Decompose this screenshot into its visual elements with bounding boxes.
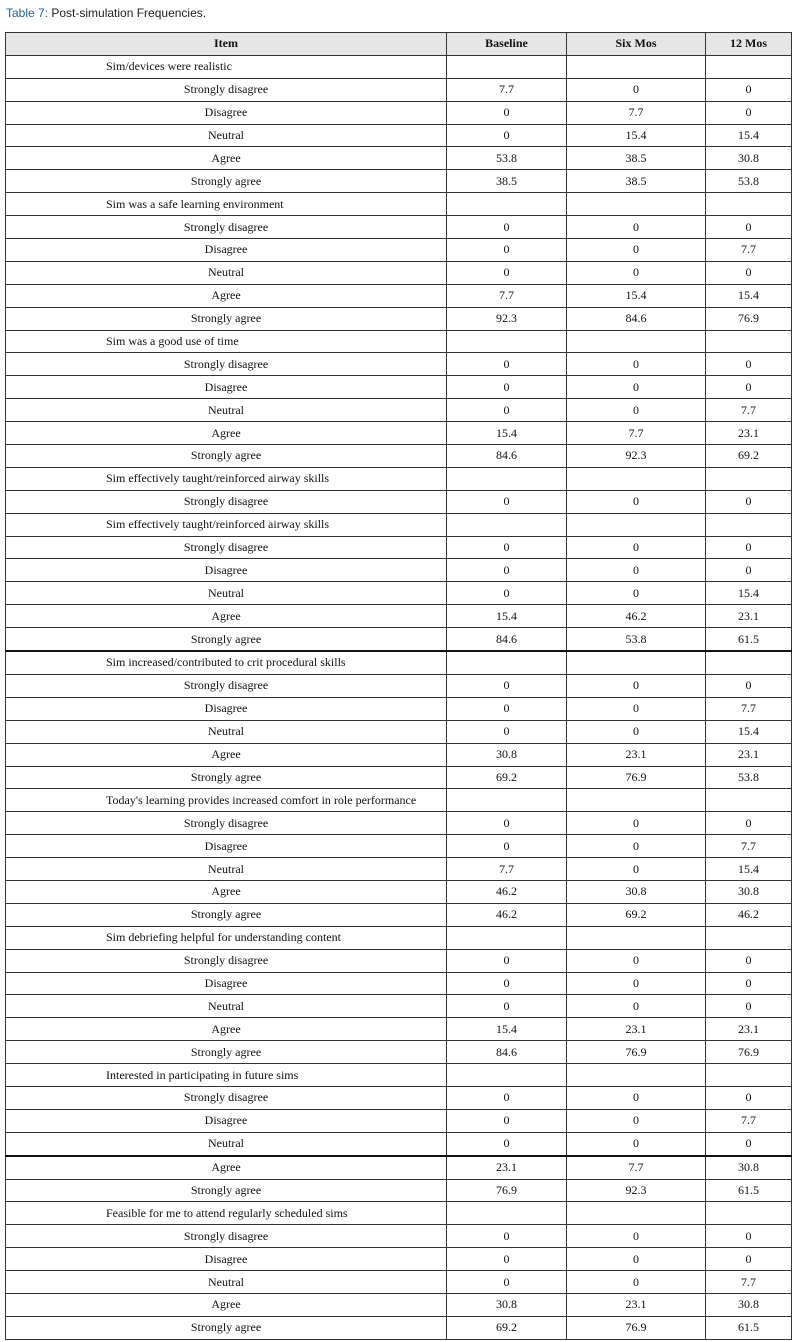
response-row <box>6 1109 792 1132</box>
baseline-value: 7.7 <box>447 78 567 101</box>
six-mos-value: 76.9 <box>567 766 706 789</box>
12-mos-value: 46.2 <box>706 903 792 926</box>
frequencies-table <box>5 32 792 1340</box>
response-label: Disagree <box>6 972 447 995</box>
six-mos-value: 0 <box>567 697 706 720</box>
baseline-value: 84.6 <box>447 1041 567 1064</box>
baseline-value: 53.8 <box>447 147 567 170</box>
question-row <box>6 1064 792 1087</box>
baseline-value: 0 <box>447 124 567 147</box>
response-row <box>6 216 792 239</box>
12-mos-value: 0 <box>706 101 792 124</box>
six-mos-value: 0 <box>567 1132 706 1155</box>
response-label: Strongly agree <box>6 766 447 789</box>
response-label: Neutral <box>6 261 447 284</box>
baseline-value: 15.4 <box>447 1018 567 1041</box>
response-label: Strongly agree <box>6 1179 447 1202</box>
response-label: Strongly disagree <box>6 78 447 101</box>
response-label: Neutral <box>6 399 447 422</box>
response-row <box>6 124 792 147</box>
six-mos-value: 92.3 <box>567 1179 706 1202</box>
question-row <box>6 193 792 216</box>
response-label: Strongly agree <box>6 903 447 926</box>
six-mos-value: 0 <box>567 216 706 239</box>
12-mos-value: 0 <box>706 353 792 376</box>
response-row <box>6 78 792 101</box>
empty-cell <box>567 1064 706 1087</box>
response-row <box>6 1248 792 1271</box>
six-mos-value: 0 <box>567 1271 706 1294</box>
response-row <box>6 1041 792 1064</box>
response-row <box>6 490 792 513</box>
baseline-value: 0 <box>447 582 567 605</box>
six-mos-value: 0 <box>567 582 706 605</box>
empty-cell <box>706 513 792 536</box>
response-row <box>6 1316 792 1339</box>
response-row <box>6 101 792 124</box>
baseline-value: 30.8 <box>447 1293 567 1316</box>
six-mos-value: 23.1 <box>567 1293 706 1316</box>
response-row <box>6 1293 792 1316</box>
response-row <box>6 674 792 697</box>
12-mos-value: 0 <box>706 536 792 559</box>
six-mos-value: 0 <box>567 376 706 399</box>
empty-cell <box>447 330 567 353</box>
empty-cell <box>447 926 567 949</box>
six-mos-value: 0 <box>567 353 706 376</box>
12-mos-value: 61.5 <box>706 1316 792 1339</box>
response-label: Agree <box>6 880 447 903</box>
empty-cell <box>567 1202 706 1225</box>
empty-cell <box>447 467 567 490</box>
header-item: Item <box>6 33 447 56</box>
empty-cell <box>447 789 567 812</box>
response-label: Strongly agree <box>6 170 447 193</box>
response-row <box>6 812 792 835</box>
12-mos-value: 76.9 <box>706 307 792 330</box>
12-mos-value: 69.2 <box>706 445 792 468</box>
baseline-value: 0 <box>447 101 567 124</box>
response-label: Agree <box>6 284 447 307</box>
header-baseline: Baseline <box>447 33 567 56</box>
12-mos-value: 0 <box>706 1225 792 1248</box>
response-label: Strongly disagree <box>6 1225 447 1248</box>
response-row <box>6 949 792 972</box>
response-row <box>6 376 792 399</box>
12-mos-value: 0 <box>706 812 792 835</box>
empty-cell <box>567 513 706 536</box>
response-label: Strongly agree <box>6 445 447 468</box>
response-row <box>6 582 792 605</box>
baseline-value: 0 <box>447 239 567 262</box>
six-mos-value: 0 <box>567 1225 706 1248</box>
six-mos-value: 0 <box>567 812 706 835</box>
six-mos-value: 76.9 <box>567 1316 706 1339</box>
baseline-value: 76.9 <box>447 1179 567 1202</box>
response-row <box>6 720 792 743</box>
baseline-value: 69.2 <box>447 766 567 789</box>
six-mos-value: 38.5 <box>567 147 706 170</box>
header-12-mos: 12 Mos <box>706 33 792 56</box>
baseline-value: 0 <box>447 835 567 858</box>
six-mos-value: 7.7 <box>567 1156 706 1179</box>
response-label: Agree <box>6 743 447 766</box>
response-row <box>6 353 792 376</box>
baseline-value: 0 <box>447 559 567 582</box>
six-mos-value: 0 <box>567 1086 706 1109</box>
12-mos-value: 0 <box>706 1086 792 1109</box>
response-row <box>6 743 792 766</box>
response-row <box>6 1179 792 1202</box>
baseline-value: 0 <box>447 353 567 376</box>
baseline-value: 0 <box>447 1271 567 1294</box>
12-mos-value: 7.7 <box>706 1271 792 1294</box>
12-mos-value: 0 <box>706 1248 792 1271</box>
12-mos-value: 7.7 <box>706 239 792 262</box>
12-mos-value: 0 <box>706 261 792 284</box>
empty-cell <box>706 467 792 490</box>
baseline-value: 84.6 <box>447 628 567 651</box>
12-mos-value: 23.1 <box>706 743 792 766</box>
six-mos-value: 15.4 <box>567 284 706 307</box>
response-label: Disagree <box>6 1109 447 1132</box>
response-label: Strongly disagree <box>6 216 447 239</box>
six-mos-value: 0 <box>567 972 706 995</box>
empty-cell <box>567 55 706 78</box>
empty-cell <box>567 926 706 949</box>
response-row <box>6 1225 792 1248</box>
empty-cell <box>706 1202 792 1225</box>
six-mos-value: 46.2 <box>567 605 706 628</box>
question-title: Sim effectively taught/reinforced airway skills <box>6 467 447 490</box>
empty-cell <box>706 651 792 674</box>
baseline-value: 0 <box>447 376 567 399</box>
empty-cell <box>706 926 792 949</box>
baseline-value: 0 <box>447 1132 567 1155</box>
response-label: Strongly disagree <box>6 353 447 376</box>
12-mos-value: 0 <box>706 490 792 513</box>
12-mos-value: 30.8 <box>706 880 792 903</box>
response-row <box>6 858 792 881</box>
empty-cell <box>706 193 792 216</box>
six-mos-value: 30.8 <box>567 880 706 903</box>
12-mos-value: 23.1 <box>706 422 792 445</box>
response-label: Disagree <box>6 835 447 858</box>
response-label: Strongly disagree <box>6 1086 447 1109</box>
six-mos-value: 7.7 <box>567 422 706 445</box>
response-label: Strongly disagree <box>6 812 447 835</box>
baseline-value: 0 <box>447 1086 567 1109</box>
empty-cell <box>567 467 706 490</box>
12-mos-value: 53.8 <box>706 170 792 193</box>
baseline-value: 46.2 <box>447 880 567 903</box>
empty-cell <box>567 789 706 812</box>
response-label: Agree <box>6 1156 447 1179</box>
response-row <box>6 880 792 903</box>
response-row <box>6 422 792 445</box>
response-row <box>6 995 792 1018</box>
baseline-value: 0 <box>447 949 567 972</box>
baseline-value: 0 <box>447 812 567 835</box>
six-mos-value: 0 <box>567 536 706 559</box>
empty-cell <box>447 55 567 78</box>
question-row <box>6 330 792 353</box>
response-row <box>6 147 792 170</box>
response-label: Agree <box>6 422 447 445</box>
six-mos-value: 15.4 <box>567 124 706 147</box>
response-label: Disagree <box>6 1248 447 1271</box>
question-row <box>6 1202 792 1225</box>
12-mos-value: 15.4 <box>706 124 792 147</box>
baseline-value: 0 <box>447 674 567 697</box>
response-label: Neutral <box>6 858 447 881</box>
baseline-value: 0 <box>447 1248 567 1271</box>
baseline-value: 0 <box>447 720 567 743</box>
baseline-value: 0 <box>447 216 567 239</box>
question-title: Sim increased/contributed to crit procedural skills <box>6 651 447 674</box>
response-label: Strongly disagree <box>6 949 447 972</box>
empty-cell <box>447 513 567 536</box>
empty-cell <box>447 1064 567 1087</box>
12-mos-value: 61.5 <box>706 628 792 651</box>
baseline-value: 92.3 <box>447 307 567 330</box>
response-row <box>6 1271 792 1294</box>
question-title: Sim was a safe learning environment <box>6 193 447 216</box>
baseline-value: 0 <box>447 697 567 720</box>
empty-cell <box>567 330 706 353</box>
baseline-value: 0 <box>447 399 567 422</box>
question-row <box>6 926 792 949</box>
response-label: Neutral <box>6 1132 447 1155</box>
question-title: Sim/devices were realistic <box>6 55 447 78</box>
response-row <box>6 284 792 307</box>
six-mos-value: 84.6 <box>567 307 706 330</box>
six-mos-value: 0 <box>567 949 706 972</box>
six-mos-value: 0 <box>567 1248 706 1271</box>
six-mos-value: 23.1 <box>567 743 706 766</box>
response-row <box>6 445 792 468</box>
empty-cell <box>447 1202 567 1225</box>
response-label: Strongly agree <box>6 1316 447 1339</box>
six-mos-value: 0 <box>567 858 706 881</box>
question-row <box>6 467 792 490</box>
response-label: Strongly disagree <box>6 490 447 513</box>
response-row <box>6 1156 792 1179</box>
response-row <box>6 1086 792 1109</box>
empty-cell <box>706 330 792 353</box>
response-label: Disagree <box>6 559 447 582</box>
six-mos-value: 0 <box>567 674 706 697</box>
response-label: Disagree <box>6 239 447 262</box>
six-mos-value: 0 <box>567 399 706 422</box>
12-mos-value: 53.8 <box>706 766 792 789</box>
question-row <box>6 513 792 536</box>
six-mos-value: 0 <box>567 490 706 513</box>
baseline-value: 7.7 <box>447 858 567 881</box>
question-row <box>6 651 792 674</box>
baseline-value: 0 <box>447 1225 567 1248</box>
response-label: Neutral <box>6 124 447 147</box>
response-label: Strongly agree <box>6 307 447 330</box>
response-row <box>6 239 792 262</box>
six-mos-value: 69.2 <box>567 903 706 926</box>
empty-cell <box>706 55 792 78</box>
empty-cell <box>567 193 706 216</box>
baseline-value: 46.2 <box>447 903 567 926</box>
six-mos-value: 0 <box>567 835 706 858</box>
six-mos-value: 53.8 <box>567 628 706 651</box>
question-title: Sim effectively taught/reinforced airway skills <box>6 513 447 536</box>
response-label: Neutral <box>6 1271 447 1294</box>
baseline-value: 15.4 <box>447 605 567 628</box>
12-mos-value: 15.4 <box>706 858 792 881</box>
response-row <box>6 307 792 330</box>
response-label: Agree <box>6 605 447 628</box>
response-label: Agree <box>6 1018 447 1041</box>
response-label: Disagree <box>6 101 447 124</box>
response-label: Strongly agree <box>6 628 447 651</box>
six-mos-value: 0 <box>567 78 706 101</box>
table-caption <box>6 6 206 20</box>
12-mos-value: 7.7 <box>706 1109 792 1132</box>
12-mos-value: 61.5 <box>706 1179 792 1202</box>
12-mos-value: 0 <box>706 674 792 697</box>
12-mos-value: 15.4 <box>706 720 792 743</box>
baseline-value: 69.2 <box>447 1316 567 1339</box>
question-title: Sim debriefing helpful for understanding content <box>6 926 447 949</box>
12-mos-value: 7.7 <box>706 399 792 422</box>
response-label: Strongly disagree <box>6 674 447 697</box>
response-row <box>6 261 792 284</box>
baseline-value: 30.8 <box>447 743 567 766</box>
12-mos-value: 7.7 <box>706 697 792 720</box>
12-mos-value: 30.8 <box>706 1293 792 1316</box>
six-mos-value: 7.7 <box>567 101 706 124</box>
12-mos-value: 15.4 <box>706 284 792 307</box>
12-mos-value: 0 <box>706 376 792 399</box>
response-label: Neutral <box>6 582 447 605</box>
12-mos-value: 7.7 <box>706 835 792 858</box>
response-label: Neutral <box>6 720 447 743</box>
response-row <box>6 972 792 995</box>
response-row <box>6 536 792 559</box>
empty-cell <box>567 651 706 674</box>
response-row <box>6 605 792 628</box>
six-mos-value: 0 <box>567 559 706 582</box>
12-mos-value: 30.8 <box>706 147 792 170</box>
response-row <box>6 766 792 789</box>
12-mos-value: 0 <box>706 216 792 239</box>
response-label: Agree <box>6 1293 447 1316</box>
12-mos-value: 0 <box>706 949 792 972</box>
six-mos-value: 0 <box>567 1109 706 1132</box>
question-row <box>6 789 792 812</box>
six-mos-value: 0 <box>567 239 706 262</box>
12-mos-value: 23.1 <box>706 605 792 628</box>
question-title: Today's learning provides increased comfort in role performance <box>6 789 447 812</box>
response-row <box>6 835 792 858</box>
six-mos-value: 92.3 <box>567 445 706 468</box>
12-mos-value: 0 <box>706 1132 792 1155</box>
baseline-value: 38.5 <box>447 170 567 193</box>
header-row <box>6 33 792 56</box>
baseline-value: 0 <box>447 1109 567 1132</box>
response-row <box>6 170 792 193</box>
response-label: Strongly disagree <box>6 536 447 559</box>
12-mos-value: 0 <box>706 78 792 101</box>
12-mos-value: 76.9 <box>706 1041 792 1064</box>
baseline-value: 15.4 <box>447 422 567 445</box>
baseline-value: 23.1 <box>447 1156 567 1179</box>
six-mos-value: 23.1 <box>567 1018 706 1041</box>
question-title: Interested in participating in future sims <box>6 1064 447 1087</box>
12-mos-value: 0 <box>706 995 792 1018</box>
caption-label: Table 7: <box>6 6 49 20</box>
12-mos-value: 30.8 <box>706 1156 792 1179</box>
response-label: Disagree <box>6 697 447 720</box>
response-row <box>6 903 792 926</box>
response-label: Agree <box>6 147 447 170</box>
six-mos-value: 0 <box>567 720 706 743</box>
six-mos-value: 38.5 <box>567 170 706 193</box>
12-mos-value: 15.4 <box>706 582 792 605</box>
response-row <box>6 628 792 651</box>
baseline-value: 84.6 <box>447 445 567 468</box>
baseline-value: 0 <box>447 536 567 559</box>
six-mos-value: 76.9 <box>567 1041 706 1064</box>
12-mos-value: 23.1 <box>706 1018 792 1041</box>
response-label: Neutral <box>6 995 447 1018</box>
empty-cell <box>706 1064 792 1087</box>
response-row <box>6 697 792 720</box>
response-row <box>6 559 792 582</box>
baseline-value: 7.7 <box>447 284 567 307</box>
response-row <box>6 399 792 422</box>
question-row <box>6 55 792 78</box>
caption-title: Post-simulation Frequencies. <box>48 6 207 20</box>
empty-cell <box>447 651 567 674</box>
12-mos-value: 0 <box>706 559 792 582</box>
empty-cell <box>706 789 792 812</box>
six-mos-value: 0 <box>567 995 706 1018</box>
question-title: Sim was a good use of time <box>6 330 447 353</box>
baseline-value: 0 <box>447 995 567 1018</box>
baseline-value: 0 <box>447 490 567 513</box>
12-mos-value: 0 <box>706 972 792 995</box>
question-title: Feasible for me to attend regularly scheduled sims <box>6 1202 447 1225</box>
baseline-value: 0 <box>447 972 567 995</box>
baseline-value: 0 <box>447 261 567 284</box>
response-row <box>6 1018 792 1041</box>
response-row <box>6 1132 792 1155</box>
response-label: Disagree <box>6 376 447 399</box>
six-mos-value: 0 <box>567 261 706 284</box>
header-six-mos: Six Mos <box>567 33 706 56</box>
empty-cell <box>447 193 567 216</box>
response-label: Strongly agree <box>6 1041 447 1064</box>
